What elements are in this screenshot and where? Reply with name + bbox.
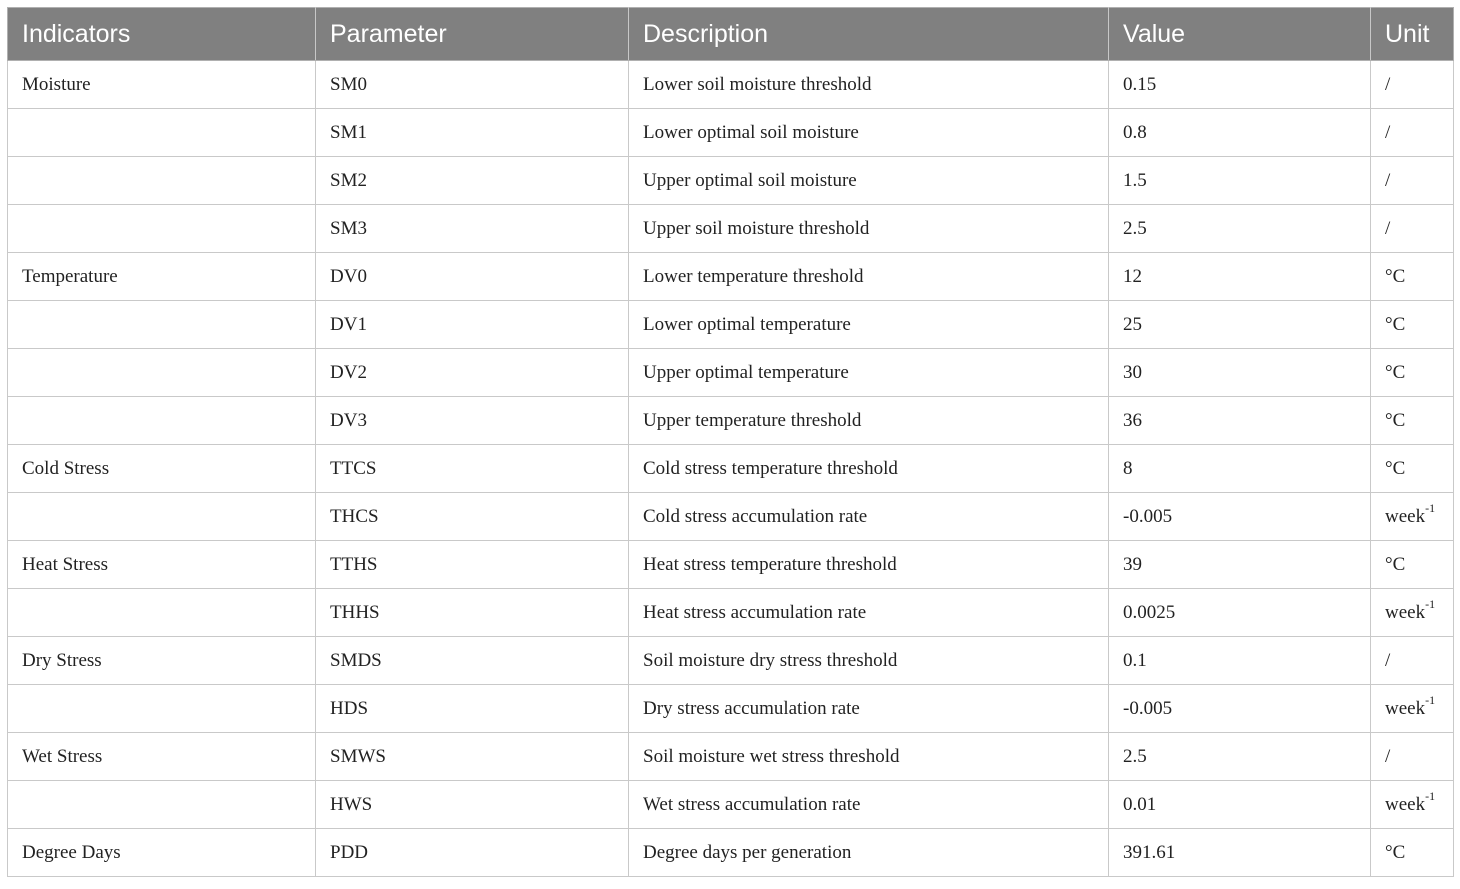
value-cell: 0.01 [1109,781,1371,829]
description-cell: Lower temperature threshold [629,253,1109,301]
unit-cell [1371,109,1454,157]
header-indicators: Indicators [8,8,316,61]
value-cell: -0.005 [1109,493,1371,541]
unit-cell [1371,61,1454,109]
table-row [8,541,1454,589]
unit-text: °C [1385,841,1406,863]
unit-cell [1371,781,1454,829]
parameter-table-container [7,7,1453,877]
indicator-cell: Moisture [8,61,316,109]
unit-text: °C [1385,553,1406,575]
unit-cell [1371,685,1454,733]
indicator-cell [8,349,316,397]
unit-text: / [1385,745,1391,767]
indicator-cell [8,589,316,637]
description-cell: Soil moisture dry stress threshold [629,637,1109,685]
unit-text: / [1385,121,1391,143]
unit-exponent: -1 [1425,789,1436,804]
unit-text: °C [1385,457,1406,479]
description-cell: Upper optimal temperature [629,349,1109,397]
value-cell: 30 [1109,349,1371,397]
unit-text: / [1385,169,1391,191]
table-body [8,61,1454,877]
unit-text: / [1385,217,1391,239]
unit-text: week [1385,601,1426,623]
unit-cell [1371,205,1454,253]
unit-text: / [1385,649,1391,671]
unit-cell [1371,733,1454,781]
description-cell: Cold stress accumulation rate [629,493,1109,541]
value-cell: 1.5 [1109,157,1371,205]
indicator-cell: Heat Stress [8,541,316,589]
indicator-cell [8,397,316,445]
unit-cell [1371,157,1454,205]
table-row [8,685,1454,733]
parameter-cell: SM3 [316,205,629,253]
table-row [8,829,1454,877]
parameter-cell: DV3 [316,397,629,445]
indicator-cell [8,109,316,157]
value-cell: -0.005 [1109,685,1371,733]
unit-cell [1371,349,1454,397]
indicator-cell [8,157,316,205]
parameter-cell: TTHS [316,541,629,589]
indicator-cell: Temperature [8,253,316,301]
indicator-cell: Degree Days [8,829,316,877]
parameter-cell: SMWS [316,733,629,781]
unit-cell [1371,253,1454,301]
parameter-cell: HWS [316,781,629,829]
unit-text: °C [1385,409,1406,431]
unit-cell [1371,301,1454,349]
parameter-cell: PDD [316,829,629,877]
parameter-cell: SM0 [316,61,629,109]
unit-exponent: -1 [1425,693,1436,708]
unit-cell [1371,397,1454,445]
table-row [8,733,1454,781]
description-cell: Lower optimal soil moisture [629,109,1109,157]
description-cell: Upper optimal soil moisture [629,157,1109,205]
indicator-cell: Wet Stress [8,733,316,781]
unit-text: week [1385,793,1426,815]
value-cell: 8 [1109,445,1371,493]
header-row [8,8,1454,61]
description-cell: Upper temperature threshold [629,397,1109,445]
value-cell: 0.0025 [1109,589,1371,637]
table-row [8,349,1454,397]
value-cell: 39 [1109,541,1371,589]
value-cell: 0.8 [1109,109,1371,157]
parameter-cell: TTCS [316,445,629,493]
table-row [8,253,1454,301]
description-cell: Lower soil moisture threshold [629,61,1109,109]
value-cell: 25 [1109,301,1371,349]
parameter-cell: DV2 [316,349,629,397]
indicator-cell [8,781,316,829]
header-parameter: Parameter [316,8,629,61]
table-row [8,445,1454,493]
description-cell: Soil moisture wet stress threshold [629,733,1109,781]
value-cell: 2.5 [1109,733,1371,781]
description-cell: Heat stress accumulation rate [629,589,1109,637]
table-row [8,205,1454,253]
parameter-cell: DV0 [316,253,629,301]
description-cell: Wet stress accumulation rate [629,781,1109,829]
value-cell: 0.1 [1109,637,1371,685]
unit-cell [1371,493,1454,541]
value-cell: 36 [1109,397,1371,445]
header-description: Description [629,8,1109,61]
indicator-cell: Dry Stress [8,637,316,685]
parameter-cell: HDS [316,685,629,733]
description-cell: Cold stress temperature threshold [629,445,1109,493]
unit-exponent: -1 [1425,597,1436,612]
unit-cell [1371,637,1454,685]
unit-text: °C [1385,361,1406,383]
table-row [8,589,1454,637]
table-row [8,493,1454,541]
description-cell: Lower optimal temperature [629,301,1109,349]
value-cell: 391.61 [1109,829,1371,877]
unit-cell [1371,589,1454,637]
indicator-cell [8,205,316,253]
table-header [8,8,1454,61]
description-cell: Heat stress temperature threshold [629,541,1109,589]
indicator-cell [8,685,316,733]
parameter-cell: THHS [316,589,629,637]
table-row [8,301,1454,349]
unit-cell [1371,541,1454,589]
description-cell: Degree days per generation [629,829,1109,877]
parameter-cell: DV1 [316,301,629,349]
parameter-cell: SM2 [316,157,629,205]
indicator-cell [8,493,316,541]
value-cell: 2.5 [1109,205,1371,253]
unit-text: week [1385,697,1426,719]
unit-exponent: -1 [1425,501,1436,516]
parameter-cell: THCS [316,493,629,541]
table-row [8,637,1454,685]
parameter-cell: SMDS [316,637,629,685]
unit-text: °C [1385,313,1406,335]
table-row [8,61,1454,109]
parameter-table [7,7,1454,877]
table-row [8,397,1454,445]
value-cell: 12 [1109,253,1371,301]
parameter-cell: SM1 [316,109,629,157]
table-row [8,781,1454,829]
unit-text: °C [1385,265,1406,287]
indicator-cell [8,301,316,349]
unit-text: week [1385,505,1426,527]
header-unit: Unit [1371,8,1454,61]
description-cell: Dry stress accumulation rate [629,685,1109,733]
value-cell: 0.15 [1109,61,1371,109]
header-value: Value [1109,8,1371,61]
table-row [8,157,1454,205]
description-cell: Upper soil moisture threshold [629,205,1109,253]
unit-cell [1371,445,1454,493]
table-row [8,109,1454,157]
indicator-cell: Cold Stress [8,445,316,493]
unit-text: / [1385,73,1391,95]
unit-cell [1371,829,1454,877]
